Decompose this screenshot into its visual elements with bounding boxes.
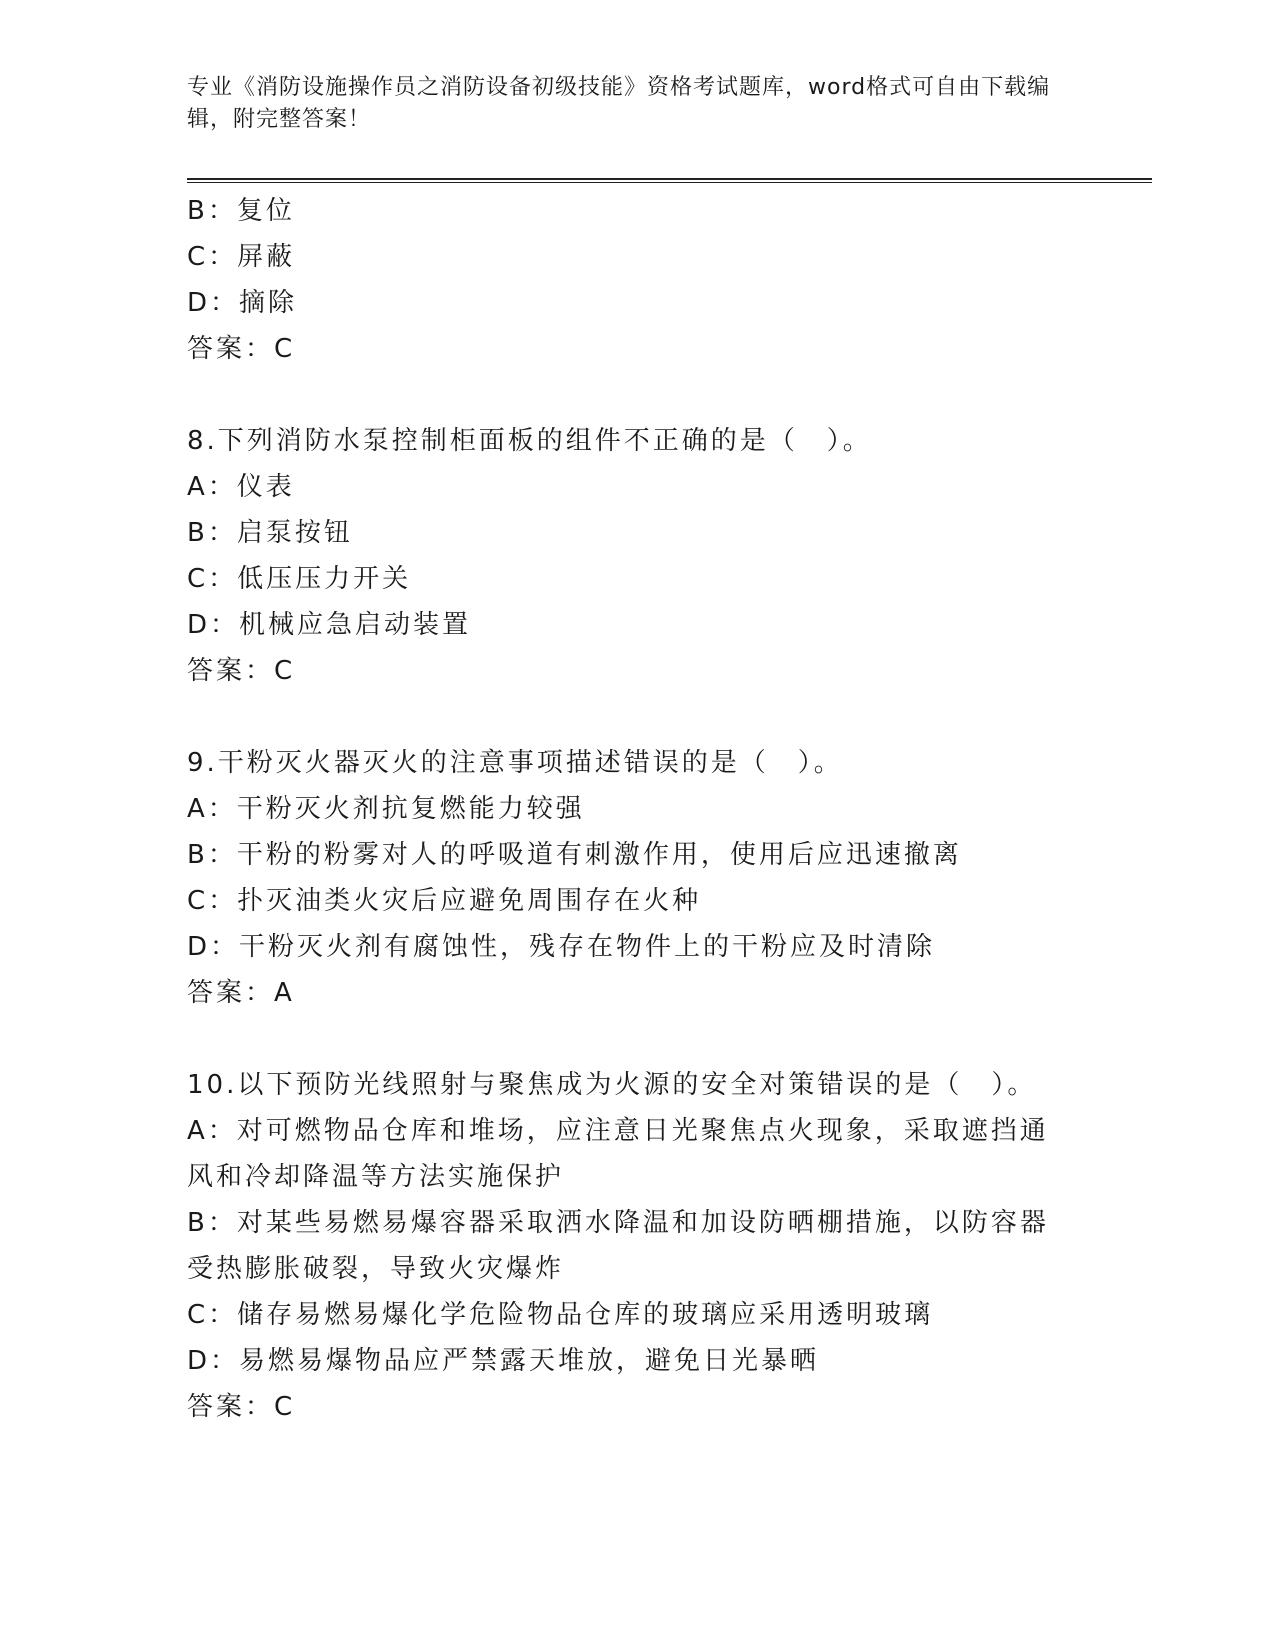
question-list: [187, 188, 1087, 1430]
answer-line: [187, 970, 1087, 1016]
answer-line: [187, 648, 1087, 694]
header-divider: [187, 178, 1152, 183]
question-block-7-continued: [187, 188, 1087, 372]
answer-value: C: [274, 1392, 293, 1422]
option-a: A：对可燃物品仓库和堆场，应注意日光聚焦点火现象，采取遮挡通风和冷却降温等方法实施保护: [187, 1116, 1049, 1192]
answer-line: [187, 326, 1087, 372]
question-block-9: [187, 740, 1087, 1016]
question-block-10: [187, 1062, 1087, 1430]
option-a: A：仪表: [187, 472, 295, 502]
option-d: D：机械应急启动装置: [187, 610, 472, 640]
option-d: D：摘除: [187, 288, 298, 318]
answer-value: C: [274, 334, 293, 364]
option-d: D：干粉灭火剂有腐蚀性，残存在物件上的干粉应及时清除: [187, 932, 936, 962]
option-b: B：对某些易燃易爆容器采取洒水降温和加设防晒棚措施，以防容器受热膨胀破裂，导致火灾爆炸: [187, 1208, 1049, 1284]
option-c: C：屏蔽: [187, 242, 296, 272]
question-stem: 8.下列消防水泵控制柜面板的组件不正确的是（ ）。: [187, 426, 872, 456]
option-a: A：干粉灭火剂抗复燃能力较强: [187, 794, 585, 824]
option-d: D：易燃易爆物品应严禁露天堆放，避免日光暴晒: [187, 1346, 820, 1376]
option-c: C：储存易燃易爆化学危险物品仓库的玻璃应采用透明玻璃: [187, 1300, 934, 1330]
answer-label: 答案：: [187, 978, 275, 1008]
option-c: C：低压压力开关: [187, 564, 412, 594]
answer-label: 答案：: [187, 334, 275, 364]
option-b: B：启泵按钮: [187, 518, 353, 548]
question-block-8: [187, 418, 1087, 694]
answer-label: 答案：: [187, 1392, 275, 1422]
page-header: 专业《消防设施操作员之消防设备初级技能》资格考试题库，word格式可自由下载编辑，附完整答案！: [187, 75, 1051, 132]
option-b: B：复位: [187, 196, 295, 226]
question-stem: 9.干粉灭火器灭火的注意事项描述错误的是（ ）。: [187, 748, 843, 778]
option-c: C：扑灭油类火灾后应避免周围存在火种: [187, 886, 702, 916]
answer-value: A: [274, 978, 292, 1008]
answer-label: 答案：: [187, 656, 275, 686]
answer-value: C: [274, 656, 293, 686]
option-b: B：干粉的粉雾对人的呼吸道有刺激作用，使用后应迅速撤离: [187, 840, 962, 870]
question-stem: 10.以下预防光线照射与聚焦成为火源的安全对策错误的是（ ）。: [187, 1070, 1037, 1100]
answer-line: [187, 1384, 1087, 1430]
